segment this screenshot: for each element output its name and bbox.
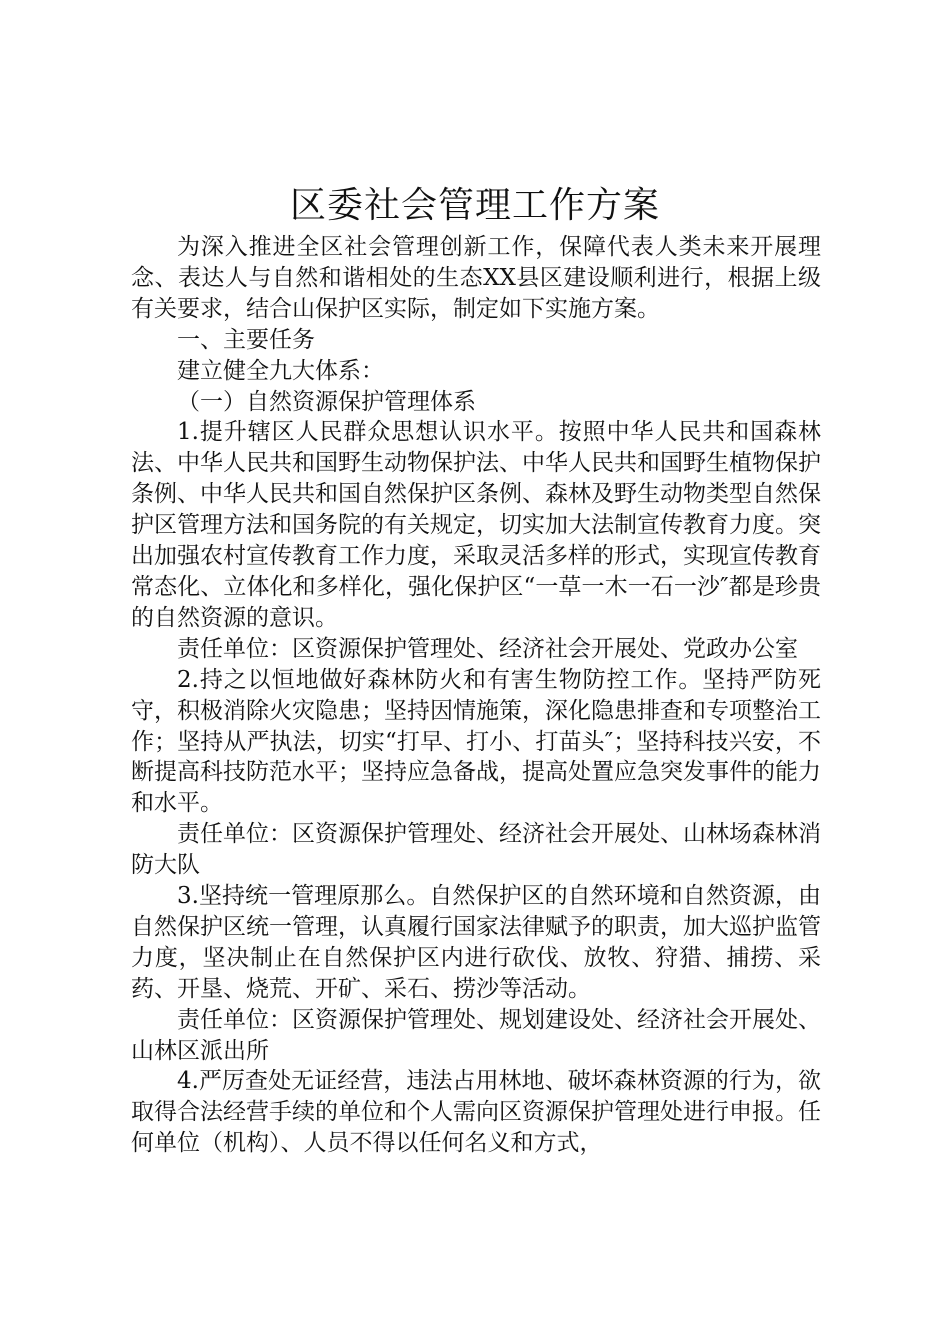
system-heading: 建立健全九大体系： bbox=[177, 357, 384, 384]
responsible-units: 责任单位：区资源保护管理处、规划建设处、经济社会开展处、山林区派出所 bbox=[131, 1006, 821, 1064]
document-body bbox=[131, 232, 821, 1159]
item-paragraph: 2.持之以恒地做好森林防火和有害生物防控工作。坚持严防死守，积极消除火灾隐患；坚持因情施策，深化隐患排查和专项整治工作；坚持从严执法，切实“打早、打小、打苗头″；坚持科技兴安，不断提高科技防范水平；坚持应急备战，提高处置应急突发事件的能力和水平。 bbox=[131, 666, 821, 817]
item-paragraph: 4.严厉查处无证经营，违法占用林地、破坏森林资源的行为，欲取得合法经营手续的单位和个人需向区资源保护管理处进行申报。任何单位（机构）、人员不得以任何名义和方式， bbox=[131, 1068, 821, 1157]
item-paragraph: 1.提升辖区人民群众思想认识水平。按照中华人民共和国森林法、中华人民共和国野生动物保护法、中华人民共和国野生植物保护条例、中华人民共和国自然保护区条例、森林及野生动物类型自然保护区管理方法和国务院的有关规定，切实加大法制宣传教育力度。突出加强农村宣传教育工作力度，采取灵活多样的形式，实现宣传教育常态化、立体化和多样化，强化保护区“一草一木一石一沙″都是珍贵的自然资源的意识。 bbox=[131, 419, 821, 631]
item-paragraph: 3.坚持统一管理原那么。自然保护区的自然环境和自然资源，由自然保护区统一管理，认真履行国家法律赋予的职责，加大巡护监管力度，坚决制止在自然保护区内进行砍伐、放牧、狩猎、捕捞、采药、开垦、烧荒、开矿、采石、捞沙等活动。 bbox=[131, 883, 821, 1002]
section-heading: 一、主要任务 bbox=[177, 326, 315, 353]
responsible-units: 责任单位：区资源保护管理处、经济社会开展处、党政办公室 bbox=[177, 635, 798, 662]
responsible-units: 责任单位：区资源保护管理处、经济社会开展处、山林场森林消防大队 bbox=[131, 821, 821, 879]
intro-paragraph: 为深入推进全区社会管理创新工作，保障代表人类未来开展理念、表达人与自然和谐相处的生态XX县区建设顺利进行，根据上级有关要求，结合山保护区实际，制定如下实施方案。 bbox=[131, 234, 821, 322]
document-title: 区委社会管理工作方案 bbox=[289, 185, 660, 226]
subsection-heading: （一）自然资源保护管理体系 bbox=[177, 388, 476, 415]
